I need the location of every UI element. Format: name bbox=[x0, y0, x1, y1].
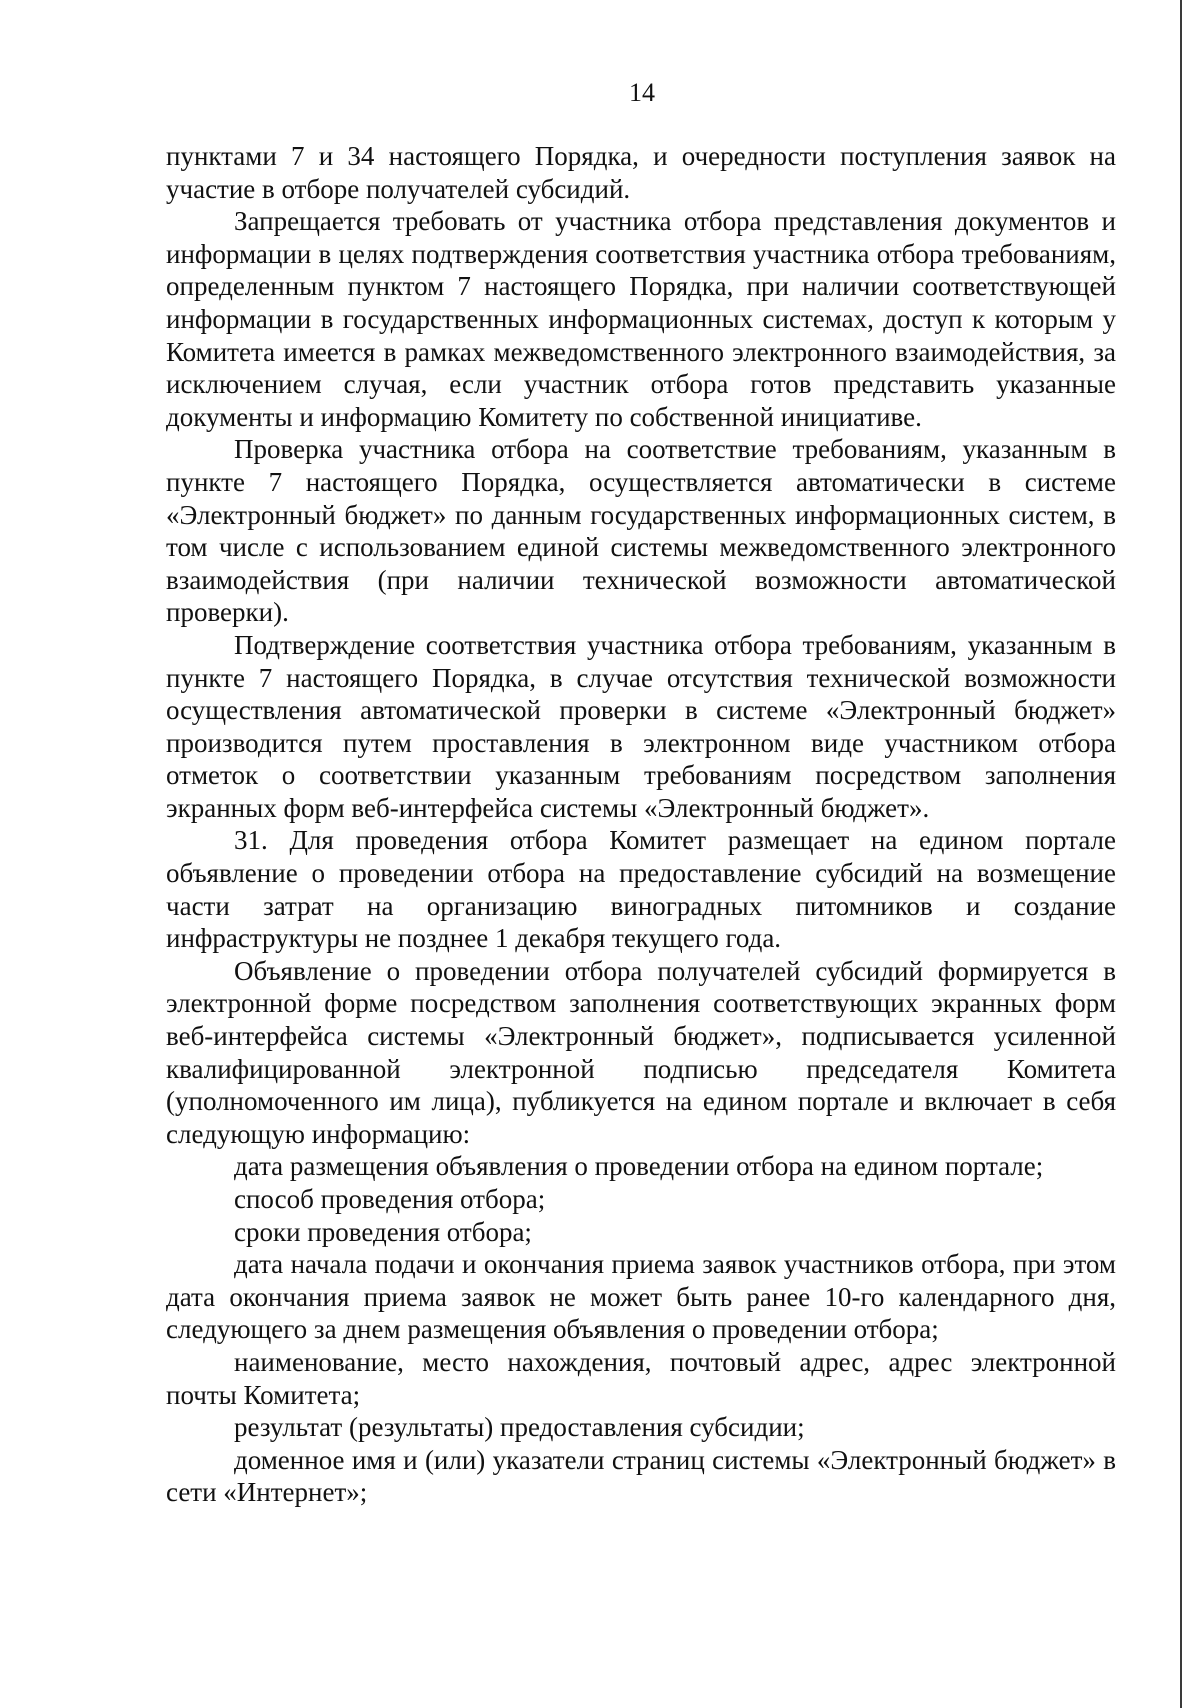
list-item: доменное имя и (или) указатели страниц системы «Электронный бюджет» в сети «Интернет»; bbox=[166, 1444, 1116, 1508]
paragraph-item-31: 31. Для проведения отбора Комитет размещает на едином портале объявление о проведении отбора на предоставление субсидий на возмещение части затрат на организацию виноградных питомников и создание инфраструктуры не позднее 1 декабря текущего года. bbox=[166, 825, 1116, 954]
list-item: наименование, место нахождения, почтовый адрес, адрес электронной почты Комитета; bbox=[166, 1346, 1116, 1410]
scan-edge-line bbox=[1180, 0, 1182, 1708]
paragraph-announcement: Объявление о проведении отбора получателей субсидий формируется в электронной форме посредством заполнения соответствующих экранных форм веб-интерфейса системы «Электронный бюджет», подписывается усиленной квалифицированной электронной подписью председателя Комитета (уполномоченного им лица), публикуется на едином портале и включает в себя следующую информацию: bbox=[166, 955, 1116, 1149]
list-item: дата начала подачи и окончания приема заявок участников отбора, при этом дата окончания приема заявок не может быть ранее 10-го календарного дня, следующего за днем размещения объявления о проведении отбора; bbox=[166, 1249, 1116, 1345]
paragraph-prohibition: Запрещается требовать от участника отбора представления документов и информации в целях подтверждения соответствия участника отбора требованиям, определенным пунктом 7 настоящего Порядка, при наличии соответствующей информации в государственных информационных системах, доступ к которым у Комитета имеется в рамках межведомственного электронного взаимодействия, за исключением случая, если участник отбора готов представить указанные документы и информацию Комитету по собственной инициативе. bbox=[166, 206, 1116, 432]
list-item: способ проведения отбора; bbox=[234, 1184, 546, 1214]
list-item: результат (результаты) предоставления субсидии; bbox=[234, 1412, 805, 1443]
list-item: дата размещения объявления о проведении отбора на едином портале; bbox=[234, 1151, 1044, 1182]
list-item: сроки проведения отбора; bbox=[234, 1216, 532, 1247]
paragraph-confirmation: Подтверждение соответствия участника отбора требованиям, указанным в пункте 7 настоящего Порядка, в случае отсутствия технической возможности осуществления автоматической проверки в системе «Электронный бюджет» производится путем проставления в электронном виде участником отбора отметок о соответствии указанным требованиям посредством заполнения экранных форм веб-интерфейса системы «Электронный бюджет». bbox=[166, 629, 1116, 823]
page-number: 14 bbox=[629, 78, 655, 107]
document-body bbox=[166, 140, 1116, 1509]
paragraph-verification: Проверка участника отбора на соответствие требованиям, указанным в пункте 7 настоящего Порядка, осуществляется автоматически в системе «Электронный бюджет» по данным государственных информационных систем, в том числе с использованием единой системы межведомственного электронного взаимодействия (при наличии технической возможности автоматической проверки). bbox=[166, 434, 1116, 628]
paragraph-continuation: пунктами 7 и 34 настоящего Порядка, и очередности поступления заявок на участие в отборе получателей субсидий. bbox=[166, 141, 1116, 204]
